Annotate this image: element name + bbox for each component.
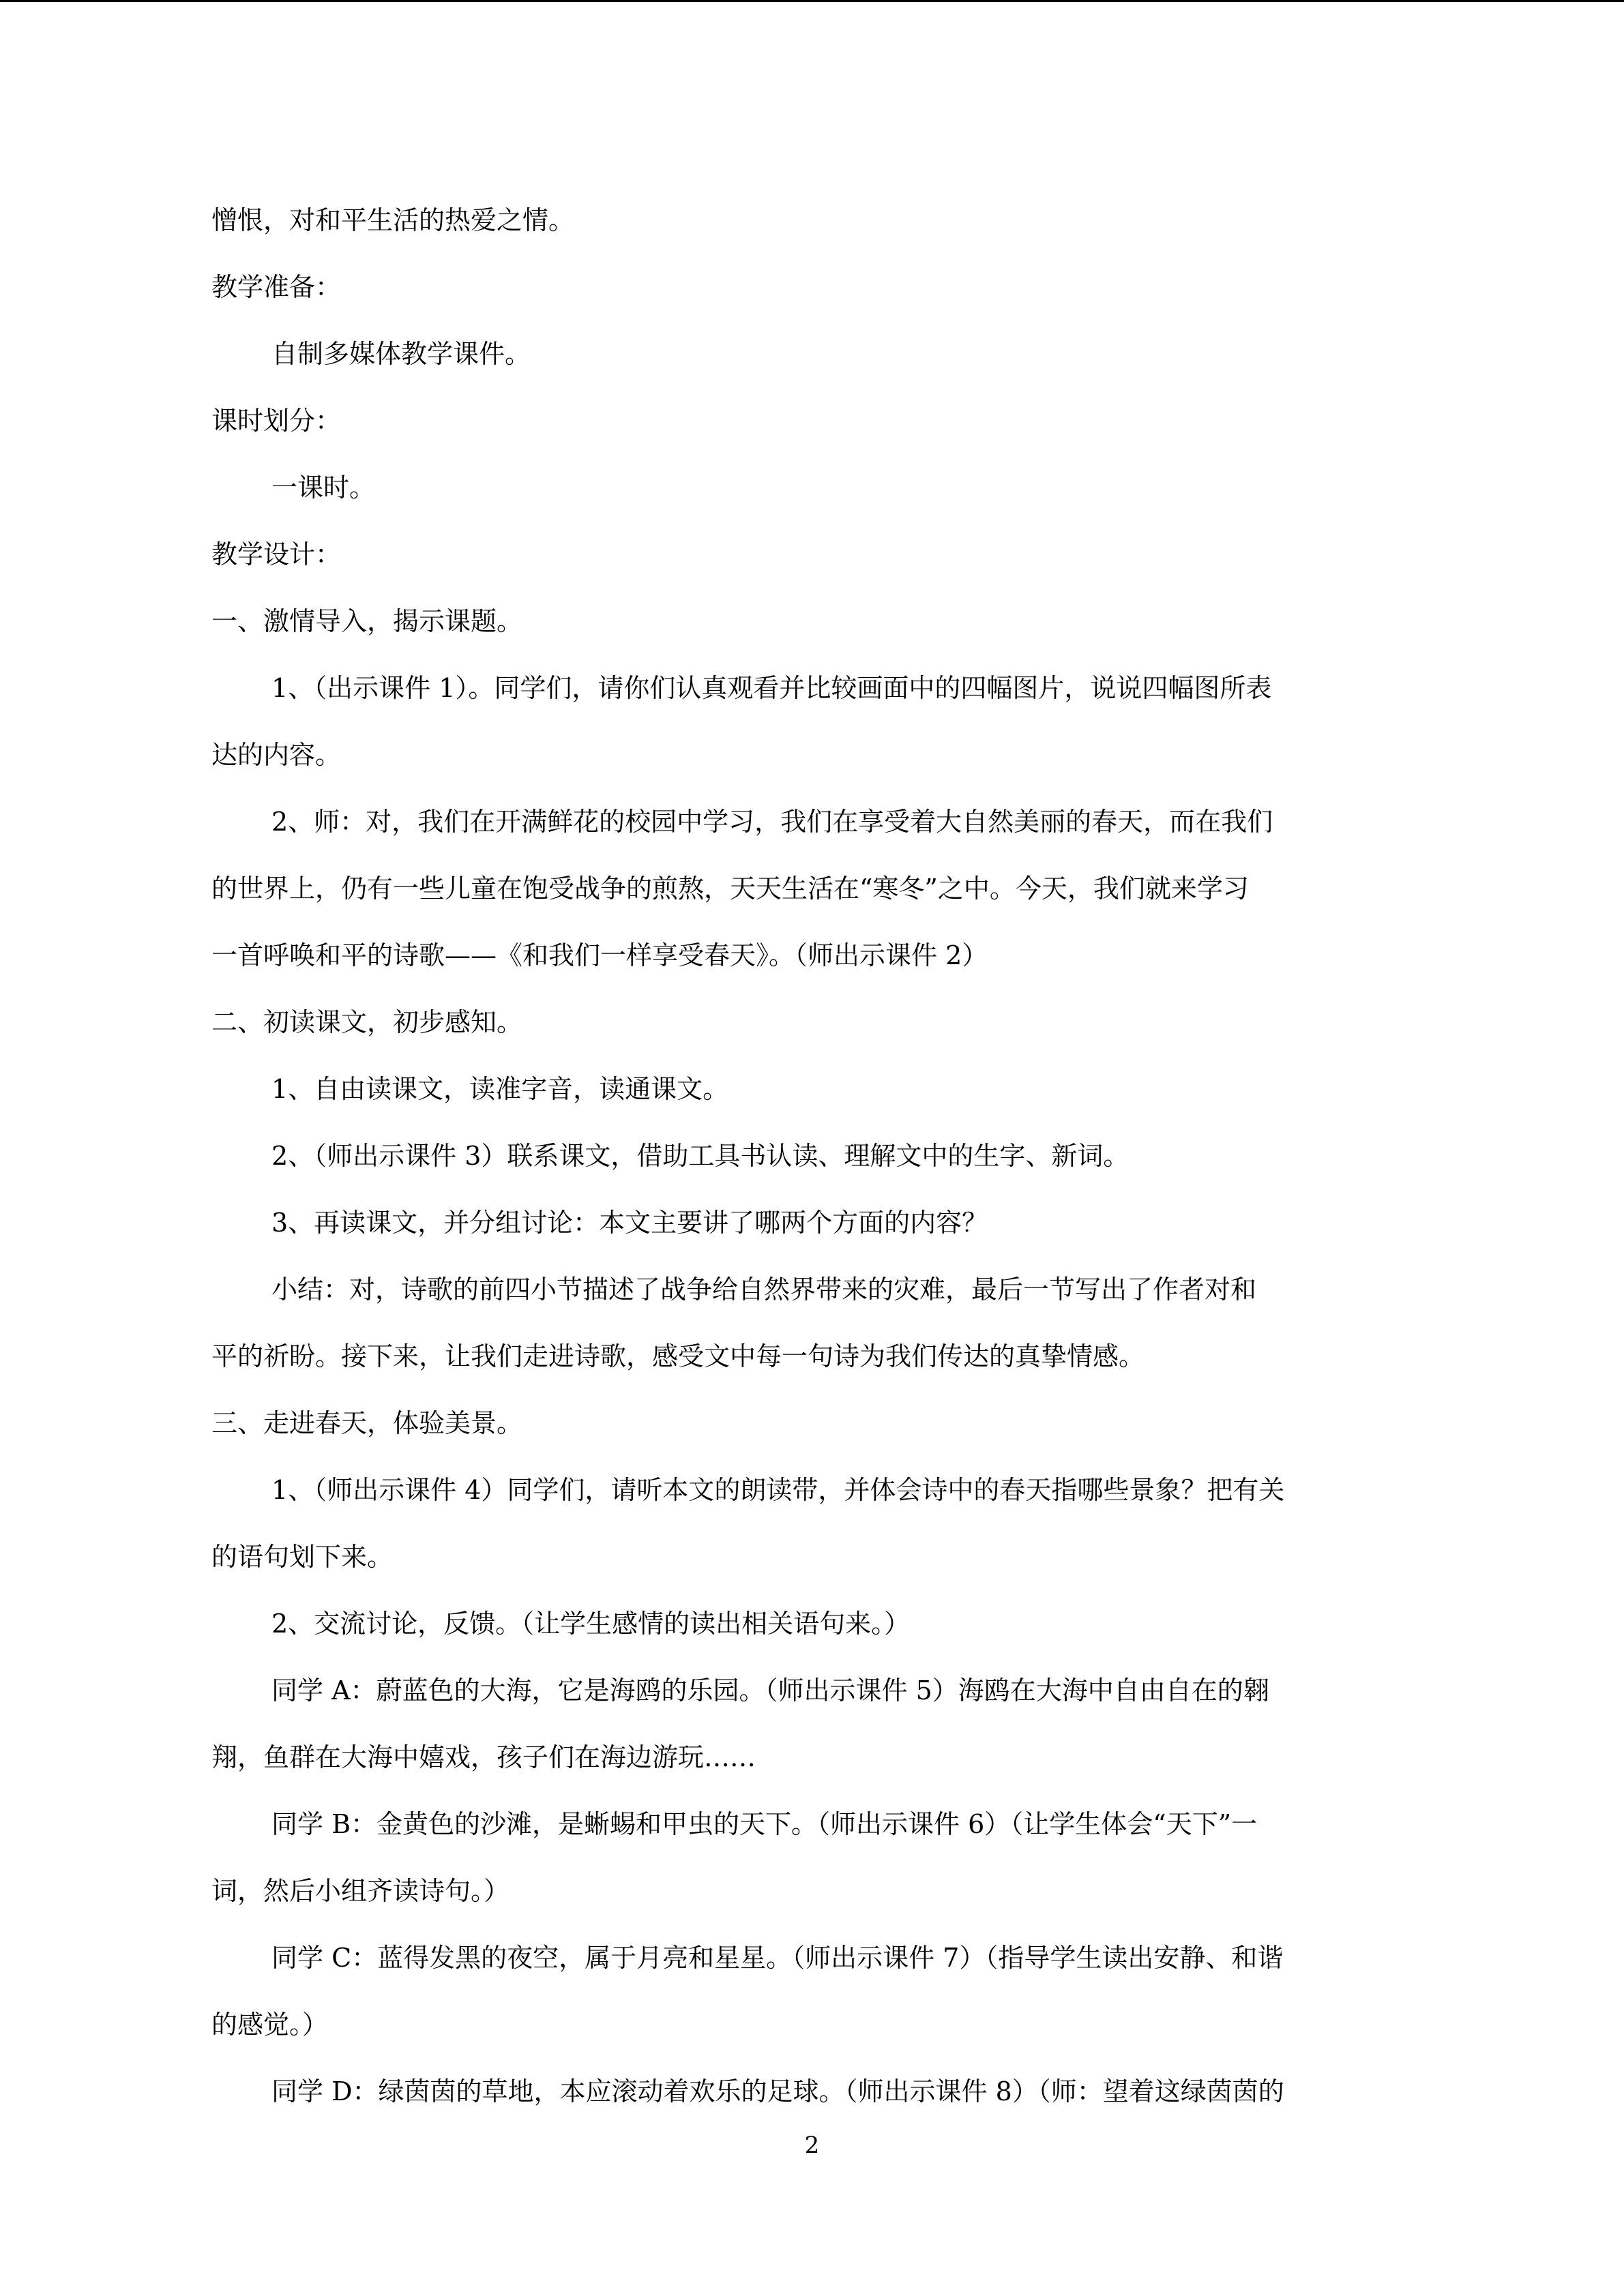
paragraph-line: 达的内容。 (211, 740, 342, 770)
paragraph-line: 1、（师出示课件 4）同学们，请听本文的朗读带，并体会诗中的春天指哪些景象？把有关 (271, 1475, 1285, 1505)
section-heading: 三、走进春天，体验美景。 (211, 1408, 523, 1438)
page-top-rule (0, 0, 1624, 2)
paragraph-line: 的语句划下来。 (211, 1542, 394, 1572)
paragraph-line: 小结：对，诗歌的前四小节描述了战争给自然界带来的灾难，最后一节写出了作者对和 (271, 1274, 1257, 1304)
paragraph-line: 同学 A：蔚蓝色的大海，它是海鸥的乐园。（师出示课件 5）海鸥在大海中自由自在的翱 (271, 1675, 1269, 1705)
paragraph-line: 翔，鱼群在大海中嬉戏，孩子们在海边游玩…… (211, 1742, 756, 1772)
paragraph-line: 同学 B：金黄色的沙滩，是蜥蜴和甲虫的天下。（师出示课件 6）（让学生体会“天下”一 (271, 1809, 1258, 1839)
paragraph-line: 的感觉。） (211, 2010, 329, 2040)
paragraph-line: 自制多媒体教学课件。 (271, 339, 531, 369)
section-heading: 教学准备： (211, 272, 342, 302)
document-body (211, 203, 1386, 2108)
section-heading: 课时划分： (211, 406, 342, 436)
paragraph-line: 同学 C：蓝得发黑的夜空，属于月亮和星星。（师出示课件 7）（指导学生读出安静、和谐 (271, 1943, 1284, 1973)
section-heading: 一、激情导入，揭示课题。 (211, 606, 523, 636)
paragraph-line: 词，然后小组齐读诗句。） (211, 1876, 510, 1906)
paragraph-line: 一首呼唤和平的诗歌——《和我们一样享受春天》。（师出示课件 2） (211, 940, 988, 970)
paragraph-line: 3、再读课文，并分组讨论：本文主要讲了哪两个方面的内容？ (271, 1208, 988, 1238)
paragraph-line: 的世界上，仍有一些儿童在饱受战争的煎熬，天天生活在“寒冬”之中。今天，我们就来学习 (211, 874, 1249, 904)
page-number: 2 (804, 2132, 820, 2159)
paragraph-line: 2、交流讨论，反馈。（让学生感情的读出相关语句来。） (271, 1609, 911, 1639)
paragraph-line: 平的祈盼。接下来，让我们走进诗歌，感受文中每一句诗为我们传达的真挚情感。 (211, 1341, 1145, 1371)
paragraph-line: 1、（出示课件 1）。同学们，请你们认真观看并比较画面中的四幅图片，说说四幅图所表 (271, 673, 1272, 703)
paragraph-line: 2、师：对，我们在开满鲜花的校园中学习，我们在享受着大自然美丽的春天，而在我们 (271, 807, 1273, 837)
paragraph-line: 同学 D：绿茵茵的草地，本应滚动着欢乐的足球。（师出示课件 8）（师：望着这绿茵茵的 (271, 2076, 1284, 2106)
paragraph-line: 一课时。 (271, 473, 376, 503)
section-heading: 二、初读课文，初步感知。 (211, 1007, 523, 1037)
section-heading: 教学设计： (211, 539, 342, 569)
paragraph-line: 2、（师出示课件 3）联系课文，借助工具书认读、理解文中的生字、新词。 (271, 1141, 1130, 1171)
paragraph-line: 憎恨，对和平生活的热爱之情。 (211, 205, 575, 235)
paragraph-line: 1、自由读课文，读准字音，读通课文。 (271, 1074, 729, 1104)
